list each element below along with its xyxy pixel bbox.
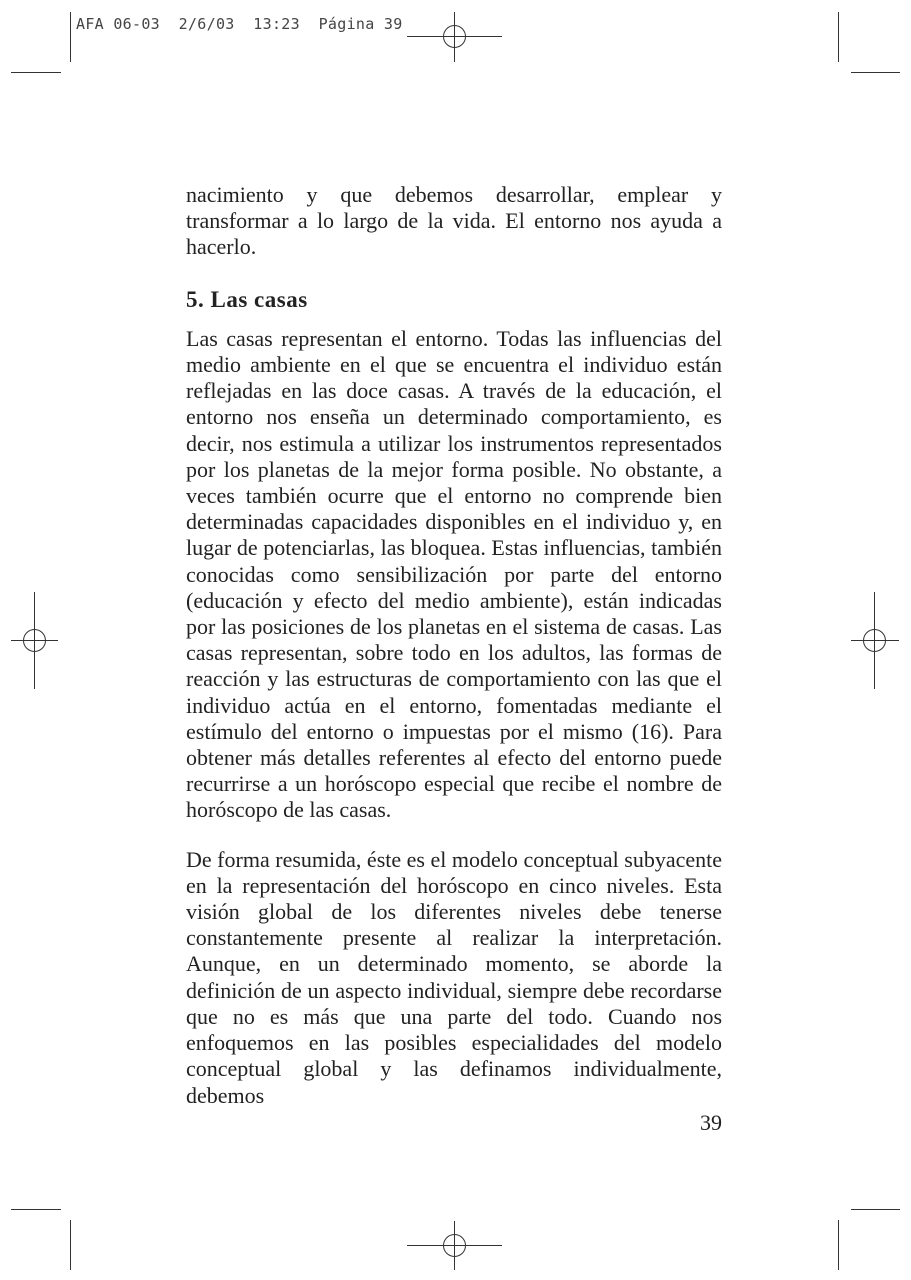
- print-slug: AFA 06-03 2/6/03 13:23 Página 39: [76, 15, 403, 33]
- page-number: 39: [700, 1110, 722, 1135]
- body-paragraph-1: Las casas representan el entorno. Todas las influencias del medio ambiente en el que se encuentra el individuo están reflejadas en las doce casas. A través de la educación, el entorno nos enseña un determinado comportamiento, es decir, nos estimula a utilizar los instrumentos representados por los planetas de la mejor forma posible. No obstante, a veces también ocurre que el entorno no comprende bien determinadas capacidades disponibles en el individuo y, en lugar de potenciarlas, las bloquea. Estas influencias, también conocidas como sensibilización por parte del entorno (educación y efecto del medio ambiente), están indicadas por las posiciones de los planetas en el sistema de casas. Las casas representan, sobre todo en los adultos, las formas de reacción y las estructuras de comportamiento con las que el individuo actúa en el entorno, fomentadas mediante el estímulo del entorno o impuestas por el mismo (16). Para obtener más detalles referentes al efecto del entorno puede recurrirse a un horóscopo especial que recibe el nombre de horóscopo de las casas.: [186, 325, 722, 823]
- body-paragraph-2: De forma resumida, éste es el modelo conceptual subyacente en la representación del horóscopo en cinco niveles. Esta visión global de los diferentes niveles debe tenerse constantemente presente al realizar la interpretación. Aunque, en un determinado momento, se aborde la definición de un aspecto individual, siempre debe recordarse que no es más que una parte del todo. Cuando nos enfoquemos en las posibles especialidades del modelo conceptual global y las definamos individualmente, debemos: [186, 846, 722, 1108]
- registration-mark-left: [11, 592, 58, 689]
- registration-mark-top: [407, 12, 502, 62]
- registration-mark-bottom: [407, 1221, 502, 1270]
- registration-mark-right: [851, 592, 899, 689]
- section-heading: 5. Las casas: [186, 286, 308, 312]
- text-block: [186, 182, 722, 1109]
- intro-paragraph: nacimiento y que debemos desarrollar, emplear y transformar a lo largo de la vida. El entorno nos ayuda a hacerlo.: [186, 182, 722, 260]
